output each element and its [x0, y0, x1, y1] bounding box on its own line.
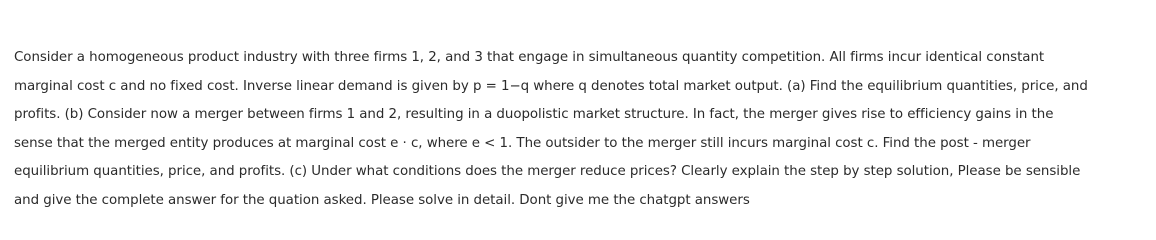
question-line-6: and give the complete answer for the quation asked. Please solve in detail. Dont give me the chatgpt answers — [14, 192, 750, 208]
question-line-4: sense that the merged entity produces at marginal cost e · c, where e < 1. The outsider to the merger still incurs marginal cost c. Find the post - merger — [14, 135, 1031, 151]
question-line-2: marginal cost c and no fixed cost. Inverse linear demand is given by p = 1−q where q denotes total market output. (a) Find the equilibrium quantities, price, and — [14, 78, 1088, 94]
question-line-5: equilibrium quantities, price, and profits. (c) Under what conditions does the merger reduce prices? Clearly explain the step by step solution, Please be sensible — [14, 164, 1081, 180]
question-line-1: Consider a homogeneous product industry with three firms 1, 2, and 3 that engage in simultaneous quantity competition. All firms incur identical constant — [14, 50, 1045, 65]
question-text — [14, 44, 1154, 216]
question-line-3: profits. (b) Consider now a merger between firms 1 and 2, resulting in a duopolistic market structure. In fact, the merger gives rise to efficiency gains in the — [14, 107, 1054, 123]
